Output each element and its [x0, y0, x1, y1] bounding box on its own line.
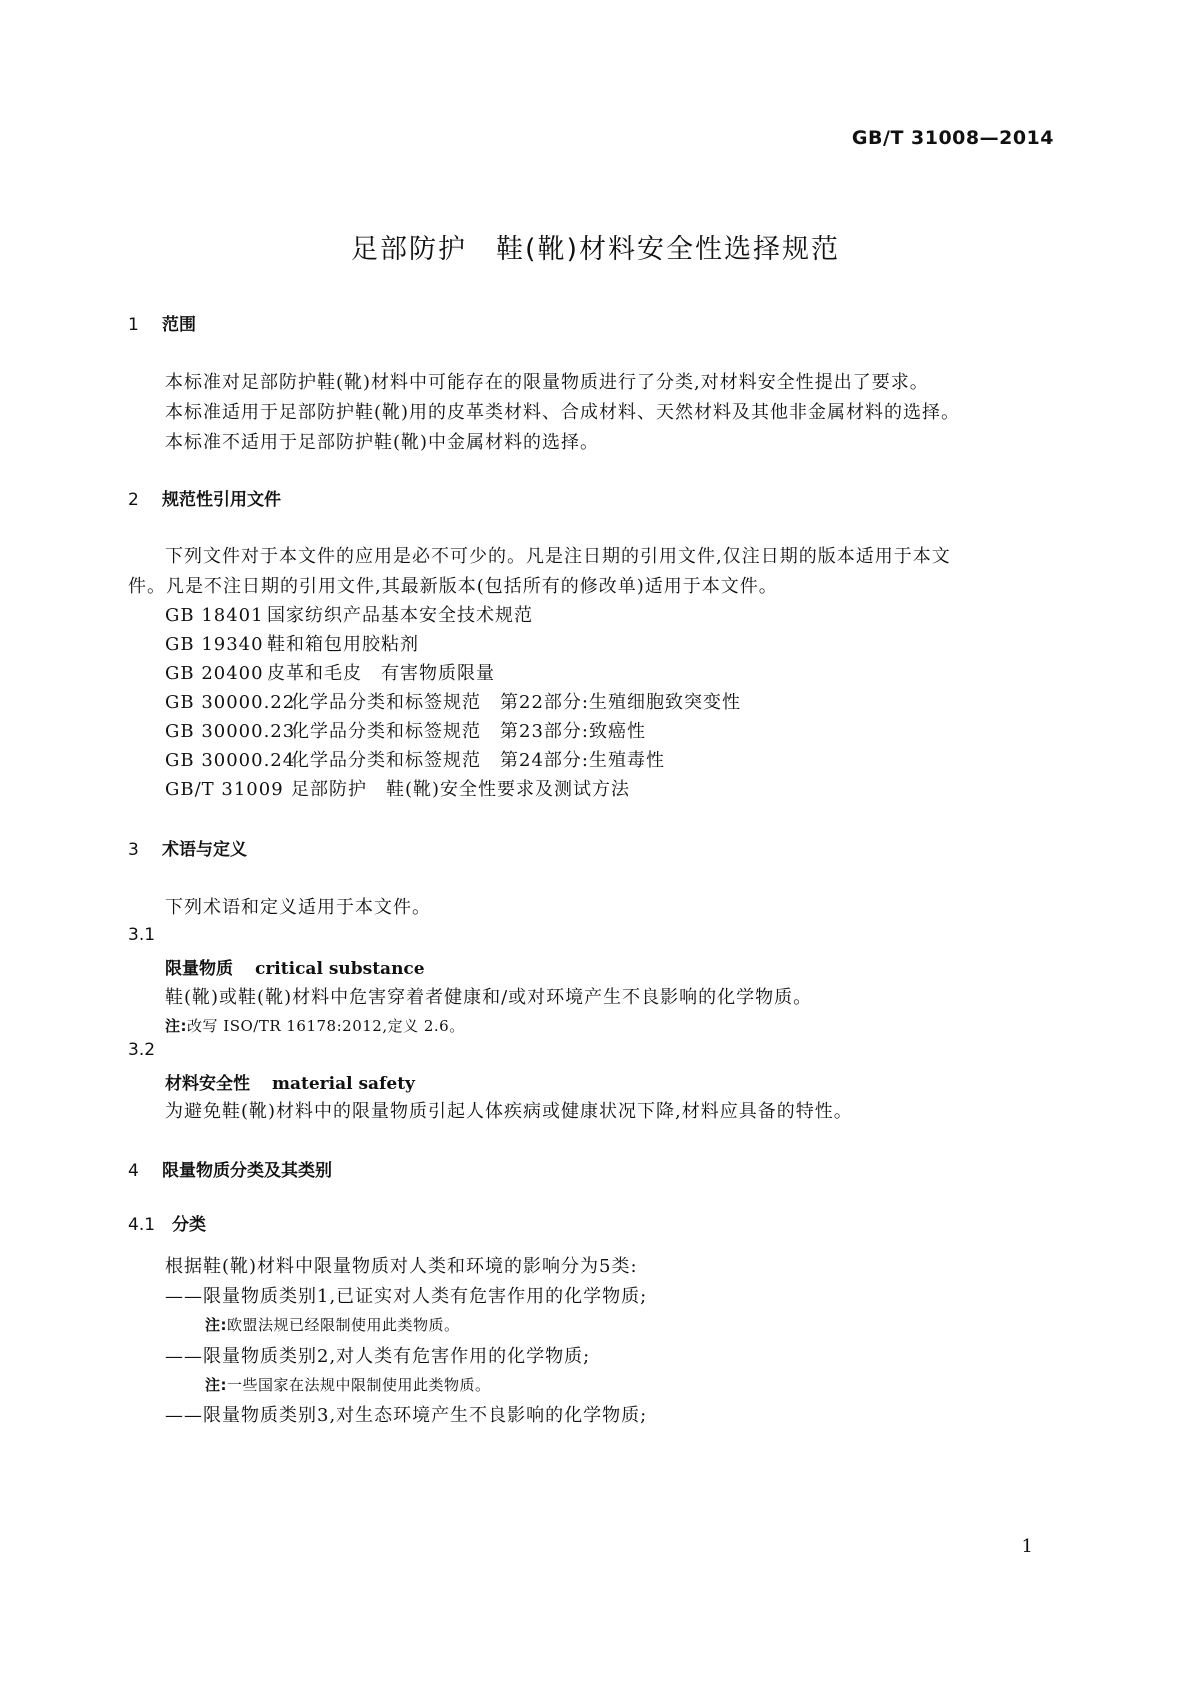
- reference-item: [165, 717, 646, 743]
- reference-title: 化学品分类和标签规范 第23部分:致癌性: [291, 721, 646, 742]
- list-item: ——限量物质类别1,已证实对人类有危害作用的化学物质;: [165, 1286, 648, 1307]
- section-title: 限量物质分类及其类别: [162, 1161, 332, 1181]
- reference-item: [165, 630, 419, 656]
- reference-title: 国家纺织产品基本安全技术规范: [267, 605, 533, 626]
- section-1-heading: [128, 310, 196, 335]
- reference-code: GB/T 31009: [165, 779, 284, 800]
- note-label: 注:: [205, 1316, 227, 1334]
- reference-item: [165, 601, 533, 627]
- list-item-note: [205, 1374, 491, 1395]
- page-number: 1: [1021, 1536, 1033, 1557]
- reference-item: [165, 775, 630, 801]
- subsection-title: 分类: [172, 1215, 206, 1235]
- term-number: 3.2: [128, 1040, 156, 1060]
- term-en: material safety: [272, 1074, 415, 1094]
- s1-para-2: 本标准适用于足部防护鞋(靴)用的皮革类材料、合成材料、天然材料及其他非金属材料的选择。: [165, 402, 961, 423]
- section-number: 4: [128, 1161, 139, 1181]
- section-number: 3: [128, 840, 139, 860]
- term-zh: 限量物质: [165, 959, 233, 979]
- s2-intro-line-1: 下列文件对于本文件的应用是必不可少的。凡是注日期的引用文件,仅注日期的版本适用于本文: [165, 546, 951, 567]
- reference-title: 化学品分类和标签规范 第24部分:生殖毒性: [291, 750, 665, 771]
- reference-title: 鞋和箱包用胶粘剂: [267, 634, 419, 655]
- s1-para-1: 本标准对足部防护鞋(靴)材料中可能存在的限量物质进行了分类,对材料安全性提出了要求。: [165, 372, 929, 393]
- subsection-4-1-heading: [128, 1210, 206, 1235]
- reference-item: [165, 659, 495, 685]
- list-item-note: [205, 1314, 460, 1335]
- section-4-heading: [128, 1156, 332, 1181]
- term-definition: 为避免鞋(靴)材料中的限量物质引起人体疾病或健康状况下降,材料应具备的特性。: [165, 1101, 853, 1122]
- s4-intro: 根据鞋(靴)材料中限量物质对人类和环境的影响分为5类:: [165, 1256, 638, 1277]
- reference-code: GB 20400: [165, 663, 264, 684]
- note-text: 一些国家在法规中限制使用此类物质。: [227, 1376, 491, 1394]
- note-label: 注:: [165, 1017, 187, 1035]
- reference-title: 足部防护 鞋(靴)安全性要求及测试方法: [291, 779, 631, 800]
- list-item: ——限量物质类别2,对人类有危害作用的化学物质;: [165, 1346, 591, 1367]
- reference-code: GB 30000.22: [165, 692, 296, 713]
- s2-intro-line-2: 件。凡是不注日期的引用文件,其最新版本(包括所有的修改单)适用于本文件。: [128, 576, 778, 597]
- reference-code: GB 30000.24: [165, 750, 296, 771]
- reference-code: GB 18401: [165, 605, 264, 626]
- section-number: 1: [128, 315, 139, 335]
- term-heading: [165, 954, 425, 979]
- note-label: 注:: [205, 1376, 227, 1394]
- s1-para-3: 本标准不适用于足部防护鞋(靴)中金属材料的选择。: [165, 432, 600, 453]
- term-en: critical substance: [255, 959, 425, 979]
- term-definition: 鞋(靴)或鞋(靴)材料中危害穿着者健康和/或对环境产生不良影响的化学物质。: [165, 987, 813, 1008]
- reference-item: [165, 688, 741, 714]
- note-text: 欧盟法规已经限制使用此类物质。: [227, 1316, 460, 1334]
- s3-intro: 下列术语和定义适用于本文件。: [165, 897, 431, 918]
- note-text: 改写 ISO/TR 16178:2012,定义 2.6。: [187, 1017, 465, 1035]
- section-title: 范围: [162, 315, 196, 335]
- standard-number: GB/T 31008—2014: [851, 127, 1054, 149]
- reference-title: 化学品分类和标签规范 第22部分:生殖细胞致突变性: [291, 692, 741, 713]
- term-number: 3.1: [128, 925, 156, 945]
- list-item: ——限量物质类别3,对生态环境产生不良影响的化学物质;: [165, 1405, 648, 1426]
- section-3-heading: [128, 835, 247, 860]
- reference-item: [165, 746, 665, 772]
- reference-code: GB 30000.23: [165, 721, 296, 742]
- section-title: 术语与定义: [162, 840, 247, 860]
- section-number: 2: [128, 490, 139, 510]
- term-zh: 材料安全性: [165, 1074, 250, 1094]
- reference-code: GB 19340: [165, 634, 264, 655]
- term-heading: [165, 1069, 415, 1094]
- document-title: 足部防护 鞋(靴)材料安全性选择规范: [350, 234, 841, 265]
- reference-title: 皮革和毛皮 有害物质限量: [267, 663, 495, 684]
- section-2-heading: [128, 485, 281, 510]
- section-title: 规范性引用文件: [162, 490, 281, 510]
- subsection-number: 4.1: [128, 1215, 156, 1235]
- term-note: [165, 1015, 465, 1036]
